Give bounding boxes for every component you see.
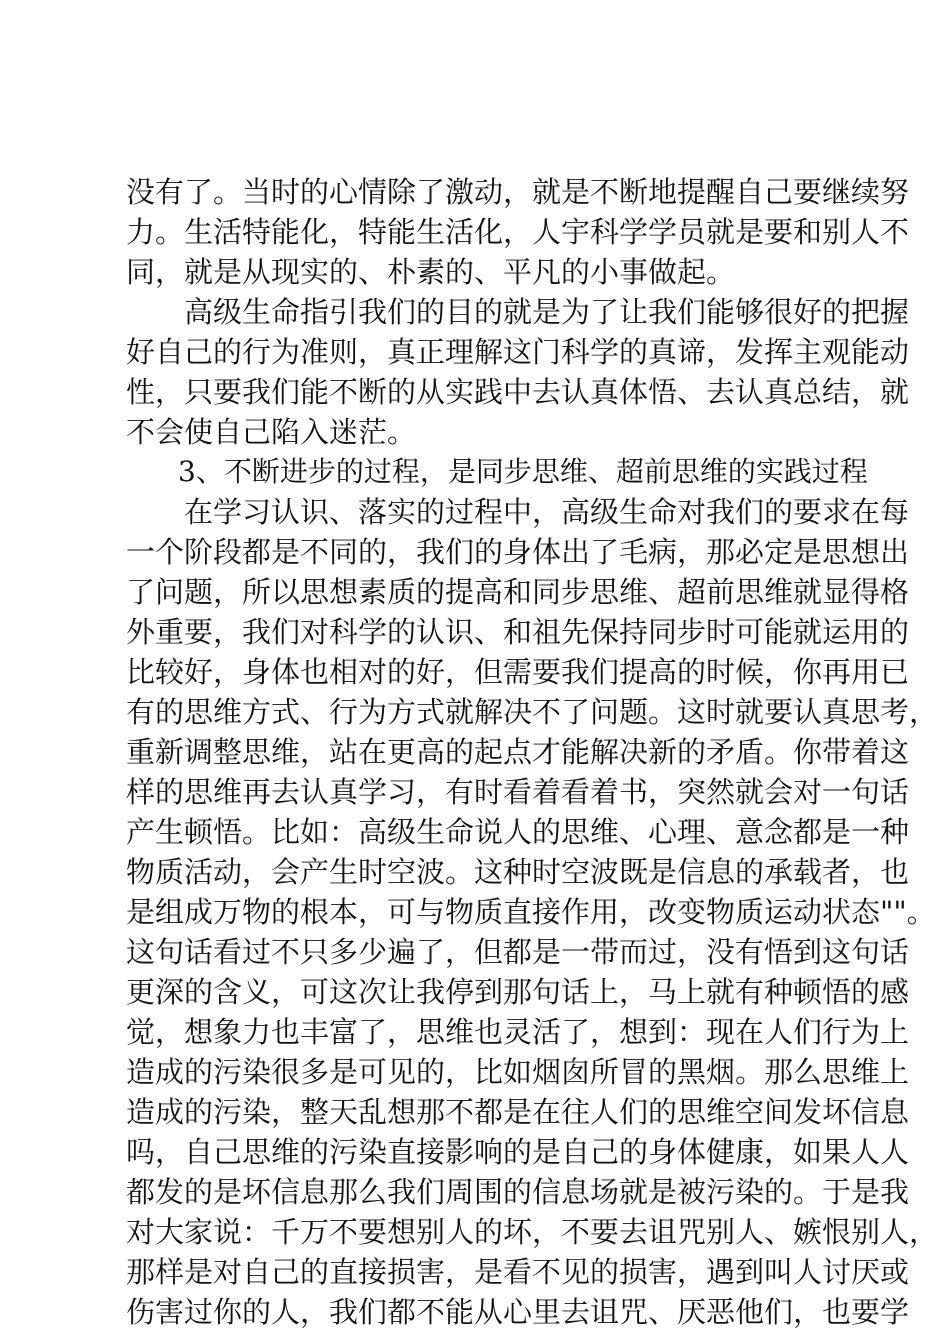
text-line: 觉，想象力也丰富了，思维也灵活了，想到：现在人们行为上 [126,1015,910,1049]
text-line: 没有了。当时的心情除了激动，就是不断地提醒自己要继续努 [126,175,910,209]
text-line: 有的思维方式、行为方式就解决不了问题。这时就要认真思考， [126,695,939,729]
text-line: 是组成万物的根本，可与物质直接作用，改变物质运动状态""。 [126,895,936,929]
text-line: 重新调整思维，站在更高的起点才能解决新的矛盾。你带着这 [126,735,910,769]
text-line: 好自己的行为准则，真正理解这门科学的真谛，发挥主观能动 [126,335,910,369]
text-line: 性，只要我们能不断的从实践中去认真体悟、去认真总结，就 [126,375,910,409]
paragraph-first-line: 高级生命指引我们的目的就是为了让我们能够很好的把握 [184,295,910,329]
text-line: 力。生活特能化，特能生活化，人宇科学学员就是要和别人不 [126,215,910,249]
text-line: 造成的污染很多是可见的，比如烟囱所冒的黑烟。那么思维上 [126,1055,910,1089]
text-line: 样的思维再去认真学习，有时看着看着书，突然就会对一句话 [126,775,910,809]
text-line: 产生顿悟。比如：高级生命说人的思维、心理、意念都是一种 [126,815,910,849]
text-line: 了问题，所以思想素质的提高和同步思维、超前思维就显得格 [126,575,910,609]
text-line: 一个阶段都是不同的，我们的身体出了毛病，那必定是思想出 [126,535,910,569]
paragraph-first-line: 在学习认识、落实的过程中，高级生命对我们的要求在每 [184,495,910,529]
text-line: 吗，自己思维的污染直接影响的是自己的身体健康，如果人人 [126,1135,910,1169]
text-line: 伤害过你的人，我们都不能从心里去诅咒、厌恶他们，也要学 [126,1295,910,1329]
text-line: 不会使自己陷入迷茫。 [126,415,417,449]
text-line: 对大家说：千万不要想别人的坏，不要去诅咒别人、嫉恨别人， [126,1215,939,1249]
text-line: 物质活动，会产生时空波。这种时空波既是信息的承载者，也 [126,855,910,889]
text-line: 这句话看过不只多少遍了，但都是一带而过，没有悟到这句话 [126,935,910,969]
text-line: 那样是对自己的直接损害，是看不见的损害，遇到叫人讨厌或 [126,1255,910,1289]
section-heading: 3、不断进步的过程，是同步思维、超前思维的实践过程 [178,455,868,488]
text-line: 更深的含义，可这次让我停到那句话上，马上就有种顿悟的感 [126,975,910,1009]
text-line: 都发的是坏信息那么我们周围的信息场就是被污染的。于是我 [126,1175,910,1209]
text-line: 同，就是从现实的、朴素的、平凡的小事做起。 [126,255,736,289]
text-line: 造成的污染，整天乱想那不都是在往人们的思维空间发坏信息 [126,1095,910,1129]
text-line: 比较好，身体也相对的好，但需要我们提高的时候，你再用已 [126,655,910,689]
text-line: 外重要，我们对科学的认识、和祖先保持同步时可能就运用的 [126,615,910,649]
